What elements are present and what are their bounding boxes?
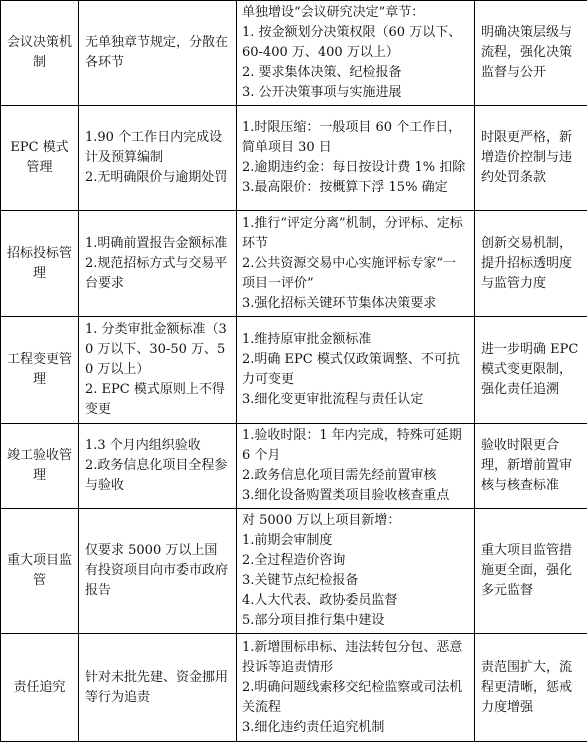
table-row — [1, 509, 587, 634]
table-row — [1, 1, 587, 106]
old-rule-cell-line: 2.政务信息化项目全程参与验收 — [85, 456, 230, 496]
new-rule-cell-line: 单独增设“会议研究决定”章节： — [242, 3, 469, 23]
table-row — [1, 634, 587, 742]
new-rule-cell-line: 2.逾期违约金：每日按设计费 1% 扣除 — [242, 158, 469, 178]
effect-cell-line: 创新交易机制，提升招标透明度与监管力度 — [481, 234, 581, 294]
old-rule-cell-line: 2. EPC 模式原则上不得变更 — [85, 380, 230, 420]
new-rule-cell-line: 3.最高限价：按概算下浮 15% 确定 — [242, 178, 469, 198]
old-rule-cell-line: 1.90 个工作日内完成设计及预算编制 — [85, 128, 230, 168]
new-rule-cell-line: 1.前期会审制度 — [242, 531, 469, 551]
new-rule-cell-line: 5.部分项目推行集中建设 — [242, 611, 469, 631]
new-rule-cell-line: 2.明确问题线索移交纪检监察或司法机关流程 — [242, 678, 469, 718]
topic-cell: 责任追究 — [1, 634, 79, 742]
new-rule-cell-line: 2.全过程造价咨询 — [242, 551, 469, 571]
effect-cell — [475, 106, 587, 211]
old-rule-cell-line: 1.3 个月内组织验收 — [85, 436, 230, 456]
effect-cell-line: 时限更严格，新增造价控制与违约处罚条款 — [481, 128, 581, 188]
new-rule-cell-line: 2.明确 EPC 模式仅政策调整、不可抗力可变更 — [242, 350, 469, 390]
new-rule-cell-line: 对 5000 万以上项目新增： — [242, 511, 469, 531]
new-rule-cell-line: 2.政务信息化项目需先经前置审核 — [242, 466, 469, 486]
new-rule-cell-line: 3.强化招标关键环节集体决策要求 — [242, 294, 469, 314]
new-rule-cell-line: 3.细化违约责任追究机制 — [242, 718, 469, 738]
effect-cell — [475, 317, 587, 424]
new-rule-cell-line: 2.公共资源交易中心实施评标专家“一项目一评价” — [242, 254, 469, 294]
effect-cell — [475, 424, 587, 509]
new-rule-cell-line: 1.验收时限：1 年内完成，特殊可延期 6 个月 — [242, 426, 469, 466]
old-rule-cell-line: 2.规范招标方式与交易平台要求 — [85, 254, 230, 294]
old-rule-cell-line: 无单独章节规定，分散在各环节 — [85, 33, 230, 73]
topic-cell: 招标投标管理 — [1, 211, 79, 317]
new-rule-cell-line: 3.细化设备购置类项目验收核查重点 — [242, 486, 469, 506]
effect-cell-line: 责范围扩大，流程更清晰，惩戒力度增强 — [481, 658, 581, 718]
new-rule-cell-line: 1. 按金额划分决策权限（60 万以下、60-400 万、400 万以上） — [242, 23, 469, 63]
effect-cell — [475, 509, 587, 634]
new-rule-cell — [237, 634, 475, 742]
topic-cell: 重大项目监管 — [1, 509, 79, 634]
new-rule-cell — [237, 509, 475, 634]
old-rule-cell-line: 仅要求 5000 万以上国有投资项目向市委市政府报告 — [85, 541, 230, 601]
table-row — [1, 106, 587, 211]
old-rule-cell — [79, 317, 237, 424]
effect-cell-line: 进一步明确 EPC 模式变更限制，强化责任追溯 — [481, 340, 581, 400]
old-rule-cell-line: 2.无明确限价与逾期处罚 — [85, 168, 230, 188]
table-row — [1, 317, 587, 424]
new-rule-cell-line: 2. 要求集体决策、纪检报备 — [242, 63, 469, 83]
new-rule-cell-line: 3. 公开决策事项与实施进展 — [242, 83, 469, 103]
new-rule-cell — [237, 106, 475, 211]
table-body — [1, 1, 587, 742]
effect-cell — [475, 634, 587, 742]
new-rule-cell-line: 1.时限压缩：一般项目 60 个工作日，简单项目 30 日 — [242, 118, 469, 158]
new-rule-cell-line: 3.细化变更审批流程与责任认定 — [242, 390, 469, 410]
effect-cell-line: 明确决策层级与流程，强化决策监督与公开 — [481, 23, 581, 83]
old-rule-cell — [79, 106, 237, 211]
old-rule-cell — [79, 509, 237, 634]
table-row — [1, 211, 587, 317]
old-rule-cell — [79, 1, 237, 106]
old-rule-cell-line: 1.明确前置报告金额标准 — [85, 234, 230, 254]
effect-cell-line: 验收时限更合理，新增前置审核与核查标准 — [481, 436, 581, 496]
effect-cell-line: 重大项目监管措施更全面，强化多元监督 — [481, 541, 581, 601]
new-rule-cell-line: 4.人大代表、政协委员监督 — [242, 591, 469, 611]
old-rule-cell-line: 1. 分类审批金额标准（30 万以下、30-50 万、50 万以上） — [85, 320, 230, 380]
table-row — [1, 424, 587, 509]
old-rule-cell — [79, 424, 237, 509]
new-rule-cell-line: 1.推行“评定分离”机制，分评标、定标环节 — [242, 214, 469, 254]
new-rule-cell-line: 1.维持原审批金额标准 — [242, 330, 469, 350]
effect-cell — [475, 211, 587, 317]
effect-cell — [475, 1, 587, 106]
new-rule-cell — [237, 424, 475, 509]
old-rule-cell-line: 针对未批先建、资金挪用等行为追责 — [85, 668, 230, 708]
new-rule-cell — [237, 211, 475, 317]
new-rule-cell-line: 3.关键节点纪检报备 — [242, 571, 469, 591]
topic-cell: 竣工验收管理 — [1, 424, 79, 509]
topic-cell: 工程变更管理 — [1, 317, 79, 424]
topic-cell: EPC 模式管理 — [1, 106, 79, 211]
new-rule-cell — [237, 1, 475, 106]
old-rule-cell — [79, 634, 237, 742]
topic-cell: 会议决策机制 — [1, 1, 79, 106]
old-rule-cell — [79, 211, 237, 317]
new-rule-cell-line: 1.新增围标串标、违法转包分包、恶意投诉等追责情形 — [242, 638, 469, 678]
new-rule-cell — [237, 317, 475, 424]
